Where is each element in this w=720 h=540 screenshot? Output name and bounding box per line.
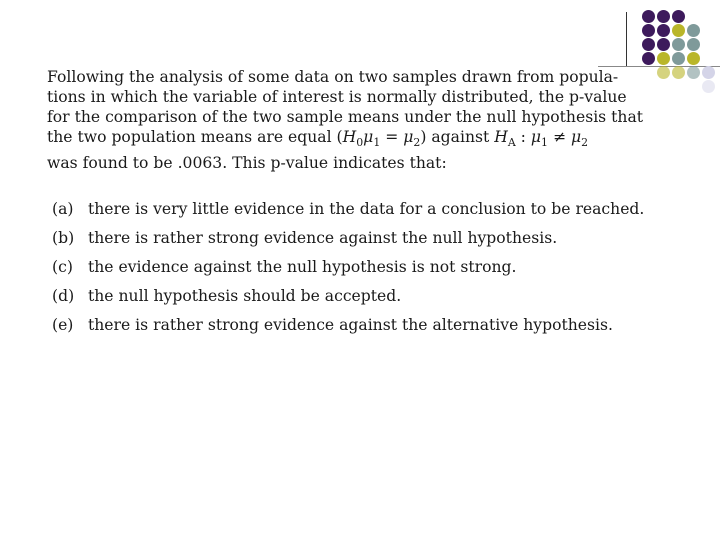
decorative-dot — [687, 24, 700, 37]
decorative-dot — [642, 52, 655, 65]
mu-subscript: 1 — [373, 136, 381, 150]
decorative-dot — [702, 80, 715, 93]
decorative-vertical-line — [626, 12, 627, 66]
option-e — [52, 316, 692, 345]
option-letter: (a) — [52, 200, 74, 218]
colon: : — [515, 128, 531, 146]
decorative-dot — [657, 52, 670, 65]
decorative-dot — [672, 38, 685, 51]
option-c — [52, 258, 692, 287]
option-text: there is very little evidence in the data for a conclusion to be reached. — [88, 200, 645, 218]
option-b — [52, 229, 692, 258]
option-text: there is rather strong evidence against the null hypothesis. — [88, 229, 558, 247]
option-letter: (e) — [52, 316, 74, 334]
option-a — [52, 200, 692, 229]
decorative-dot — [672, 52, 685, 65]
mu-symbol: μ — [363, 128, 374, 146]
question-text — [47, 67, 677, 173]
option-letter: (c) — [52, 258, 73, 276]
question-line-hypotheses — [47, 127, 677, 153]
decorative-dot — [642, 38, 655, 51]
decorative-dot — [687, 38, 700, 51]
answer-options — [52, 200, 692, 345]
alternative-hypothesis-symbol: H — [494, 128, 508, 146]
option-letter: (d) — [52, 287, 75, 305]
option-text: there is rather strong evidence against the alternative hypothesis. — [88, 316, 613, 334]
mu-symbol: μ — [530, 128, 542, 146]
mu-symbol: μ — [570, 128, 582, 146]
decorative-dot — [642, 24, 655, 37]
decorative-dot — [687, 66, 700, 79]
decorative-dot — [657, 38, 670, 51]
question-line: for the comparison of the two sample means under the null hypothesis that — [47, 108, 644, 126]
option-letter: (b) — [52, 229, 75, 247]
question-line: was found to be .0063. This p-value indicates that: — [47, 154, 447, 173]
option-d — [52, 287, 692, 316]
question-line-part: ) against — [420, 128, 495, 146]
question-line: tions in which the variable of interest is normally distributed, the p-value — [47, 88, 627, 106]
decorative-dot — [702, 66, 715, 79]
mu-subscript: 2 — [413, 136, 421, 150]
not-equal-sign: ≠ — [547, 128, 571, 146]
option-text: the null hypothesis should be accepted. — [88, 287, 402, 305]
null-hypothesis-symbol: H — [342, 128, 357, 146]
option-text: the evidence against the null hypothesis is not strong. — [88, 258, 517, 276]
question-line: Following the analysis of some data on two samples drawn from popula- — [47, 68, 619, 86]
equals-sign: = — [380, 128, 404, 146]
null-hypothesis-subscript: 0 — [356, 136, 364, 150]
mu-symbol: μ — [403, 128, 414, 146]
decorative-dot — [657, 10, 670, 23]
decorative-dot — [657, 24, 670, 37]
decorative-dot — [672, 10, 685, 23]
decorative-dot — [687, 52, 700, 65]
decorative-dot — [642, 10, 655, 23]
mu-subscript: 1 — [541, 136, 548, 150]
alternative-hypothesis-subscript: A — [507, 136, 516, 150]
mu-subscript: 2 — [581, 136, 589, 150]
decorative-dot — [672, 24, 685, 37]
question-line-part: the two population means are equal ( — [47, 128, 343, 146]
